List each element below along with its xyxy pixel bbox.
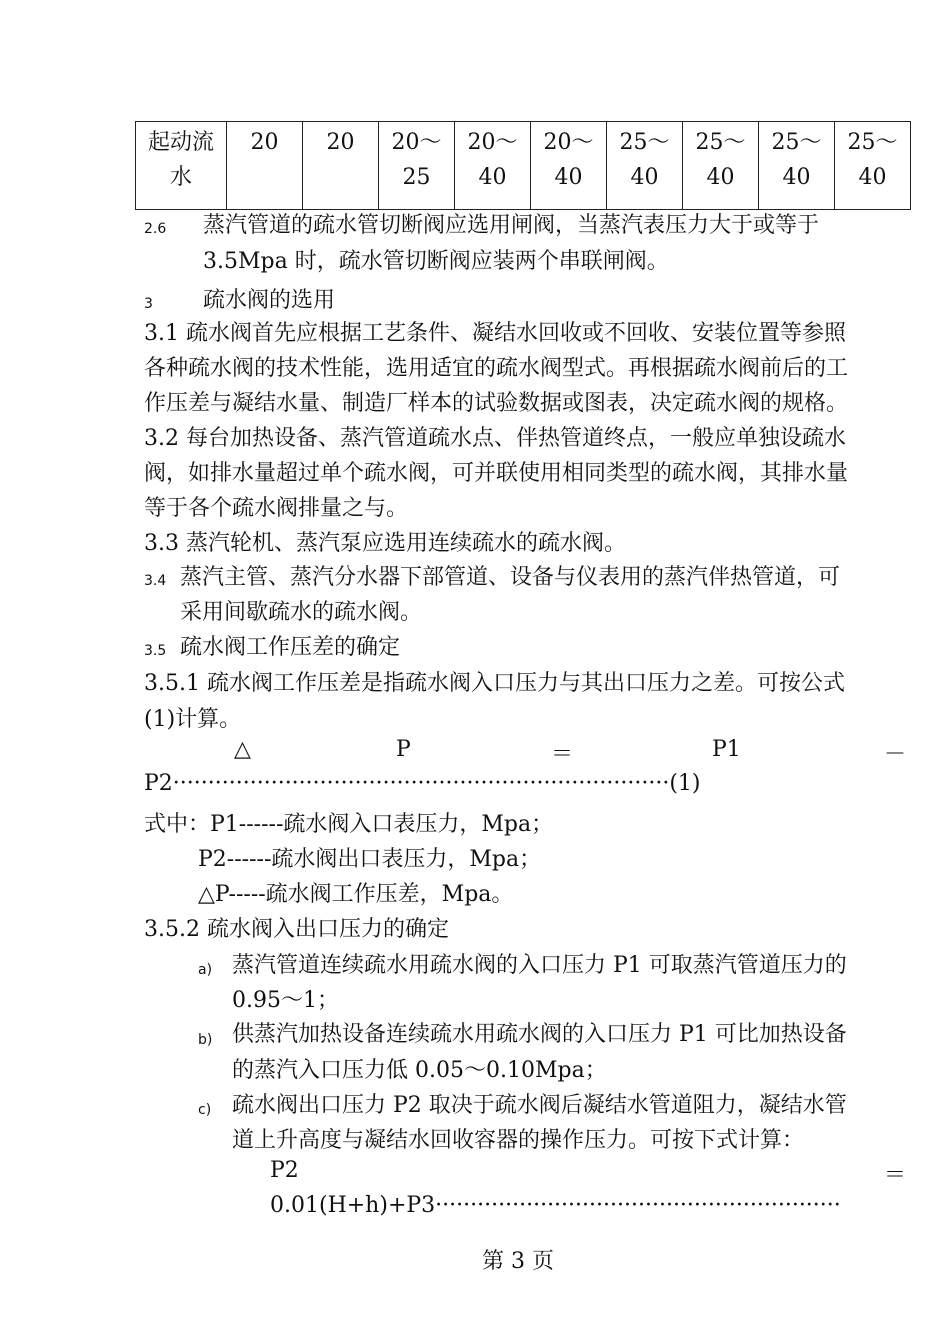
table-cell: [531, 122, 607, 210]
paragraph-line: (1)计算。: [144, 707, 242, 732]
formula-p: P: [396, 737, 411, 762]
paragraph-line: 蒸汽管道的疏水管切断阀应选用闸阀，当蒸汽表压力大于或等于: [203, 213, 820, 238]
section-heading: 疏水阀的选用: [203, 288, 336, 313]
list-marker: a): [198, 962, 213, 978]
cell-line: 40: [782, 165, 811, 190]
paragraph-line: 3.5Mpa 时，疏水管切断阀应装两个串联闸阀。: [203, 249, 669, 274]
cell-line: 25: [402, 165, 431, 190]
table-cell: [835, 122, 911, 210]
list-marker: b): [198, 1032, 213, 1048]
formula-equals: ＝: [884, 1163, 907, 1188]
section-number: 2.6: [144, 221, 167, 237]
formula-line: 0.01(H+h)+P3··························································: [270, 1193, 841, 1218]
section-number: 3: [144, 296, 153, 312]
cell-line: 40: [706, 165, 735, 190]
table-cell: [303, 122, 379, 210]
formula-p2: P2: [270, 1158, 299, 1183]
cell-line: 20～: [467, 130, 518, 155]
paragraph-line: 作压差与凝结水量、制造厂样本的试验数据或图表，决定疏水阀的规格。: [144, 391, 849, 416]
paragraph-line: 阀，如排水量超过单个疏水阀，可并联使用相同类型的疏水阀，其排水量: [144, 461, 849, 486]
section-number: 3.5: [144, 643, 167, 659]
paragraph-line: 3.5.1 疏水阀工作压差是指疏水阀入口压力与其出口压力之差。可按公式: [144, 671, 845, 696]
section-number: 3.4: [144, 573, 167, 589]
paragraph-line: 3.2 每台加热设备、蒸汽管道疏水点、伴热管道终点，一般应单独设疏水: [144, 426, 846, 451]
table-cell: [683, 122, 759, 210]
paragraph-line: 采用间歇疏水的疏水阀。: [180, 600, 423, 625]
list-item-line: 0.95～1；: [232, 988, 339, 1013]
cell-line: 20～: [543, 130, 594, 155]
cell-line: 40: [554, 165, 583, 190]
list-marker: c): [198, 1102, 212, 1118]
paragraph-line: 3.3 蒸汽轮机、蒸汽泵应选用连续疏水的疏水阀。: [144, 531, 626, 556]
list-item-line: 供蒸汽加热设备连续疏水用疏水阀的入口压力 P1 可比加热设备: [232, 1022, 847, 1047]
cell-line: 40: [858, 165, 887, 190]
row-label-line: 水: [169, 165, 192, 190]
table-cell: [227, 122, 303, 210]
where-line: P2------疏水阀出口表压力，Mpa；: [198, 847, 542, 872]
formula-minus: －: [884, 742, 907, 767]
table-cell: [759, 122, 835, 210]
formula-p1: P1: [712, 737, 741, 762]
page-footer: 第 3 页: [482, 1249, 554, 1274]
row-label-line: 起动流: [147, 130, 214, 155]
formula-equals: ＝: [551, 742, 574, 767]
paragraph-line: 3.1 疏水阀首先应根据工艺条件、凝结水回收或不回收、安装位置等参照: [144, 321, 846, 346]
where-line: 式中：P1------疏水阀入口表压力，Mpa；: [144, 812, 554, 837]
cell-line: 40: [630, 165, 659, 190]
list-item-line: 道上升高度与凝结水回收容器的操作压力。可按下式计算：: [232, 1128, 805, 1153]
cell-line: 25～: [619, 130, 670, 155]
cell-line: 20～: [391, 130, 442, 155]
cell-line: 25～: [695, 130, 746, 155]
cell-line: 25～: [847, 130, 898, 155]
paragraph-line: 等于各个疏水阀排量之与。: [144, 496, 409, 521]
formula-line: P2·······································································(1): [144, 771, 701, 796]
subsection-heading: 3.5.2 疏水阀入出口压力的确定: [144, 917, 449, 942]
paragraph-line: 蒸汽主管、蒸汽分水器下部管道、设备与仪表用的蒸汽伴热管道，可: [180, 565, 841, 590]
table-row-label: [136, 122, 227, 210]
cell-line: 40: [478, 165, 507, 190]
cell-line: 20: [250, 130, 279, 155]
table-cell: [379, 122, 455, 210]
where-line: △P-----疏水阀工作压差，Mpa。: [198, 882, 514, 907]
table-cell: [607, 122, 683, 210]
cell-line: 25～: [771, 130, 822, 155]
section-heading: 疏水阀工作压差的确定: [180, 635, 401, 660]
list-item-line: 的蒸汽入口压力低 0.05～0.10Mpa；: [232, 1058, 607, 1083]
cell-line: 20: [326, 130, 355, 155]
paragraph-line: 各种疏水阀的技术性能，选用适宜的疏水阀型式。再根据疏水阀前后的工: [144, 356, 849, 381]
list-item-line: 蒸汽管道连续疏水用疏水阀的入口压力 P1 可取蒸汽管道压力的: [232, 953, 847, 978]
list-item-line: 疏水阀出口压力 P2 取决于疏水阀后凝结水管道阻力，凝结水管: [232, 1093, 847, 1118]
table-cell: [455, 122, 531, 210]
flow-table: [135, 121, 911, 210]
table-row: [136, 122, 911, 210]
formula-delta: △: [234, 737, 251, 762]
